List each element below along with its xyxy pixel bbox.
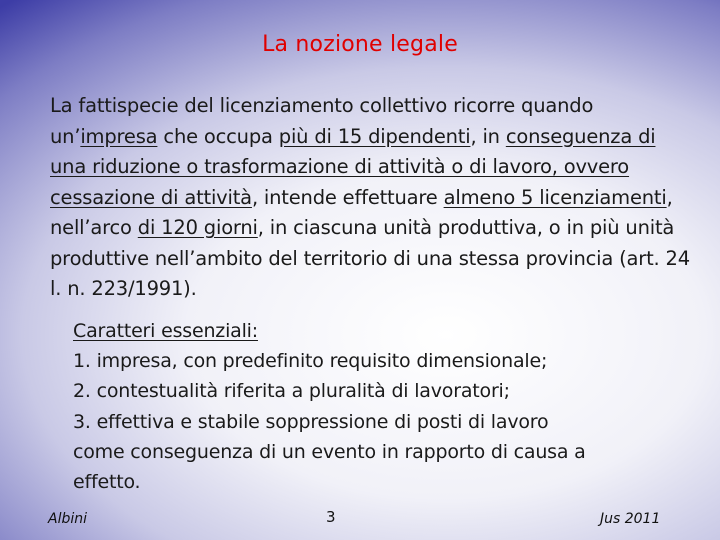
- footer-author: Albini: [48, 511, 88, 527]
- underlined-phrase: di 120 giorni: [137, 216, 258, 239]
- paragraph-text: , in ciascuna unità produttiva, o in più unità produttive nell’ambito del territorio di una stessa provincia (art. 24 l. n. 223/1991).: [50, 216, 690, 300]
- paragraph-text: , nell’arco: [50, 185, 673, 239]
- underlined-phrase: impresa: [80, 124, 158, 148]
- footer-course: Jus 2011: [600, 511, 661, 527]
- paragraph-text: , intende effettuare: [251, 185, 444, 209]
- definition-paragraph: [50, 91, 690, 305]
- paragraph-text: che occupa: [157, 124, 279, 148]
- paragraph-text: La fattispecie del licenziamento collettivo ricorre quando un’: [50, 94, 594, 148]
- essential-feature-item-1: 1. impresa, con predefinito requisito dimensionale;: [73, 350, 548, 373]
- underlined-phrase: più di 15 dipendenti: [278, 124, 471, 148]
- essential-feature-item-3-line-3: effetto.: [73, 471, 141, 494]
- underlined-phrase: conseguenza di una riduzione o trasformazione di attività o di lavoro, ovvero cessazione di attività: [50, 124, 656, 209]
- essential-features-heading-text: Caratteri essenziali:: [73, 320, 258, 342]
- paragraph-text: , in: [470, 124, 506, 148]
- essential-features-list: [73, 316, 693, 497]
- slide-title: La nozione legale: [262, 32, 458, 57]
- footer-page-number: 3: [326, 508, 336, 526]
- essential-feature-item-3-line-1: 3. effettiva e stabile soppressione di posti di lavoro: [73, 410, 549, 433]
- essential-feature-item-2: 2. contestualità riferita a pluralità di lavoratori;: [73, 380, 510, 403]
- essential-features-heading: [73, 316, 693, 346]
- underlined-phrase: almeno 5 licenziamenti: [443, 185, 667, 209]
- essential-feature-item-3-line-2: come conseguenza di un evento in rapporto di causa a: [73, 440, 586, 463]
